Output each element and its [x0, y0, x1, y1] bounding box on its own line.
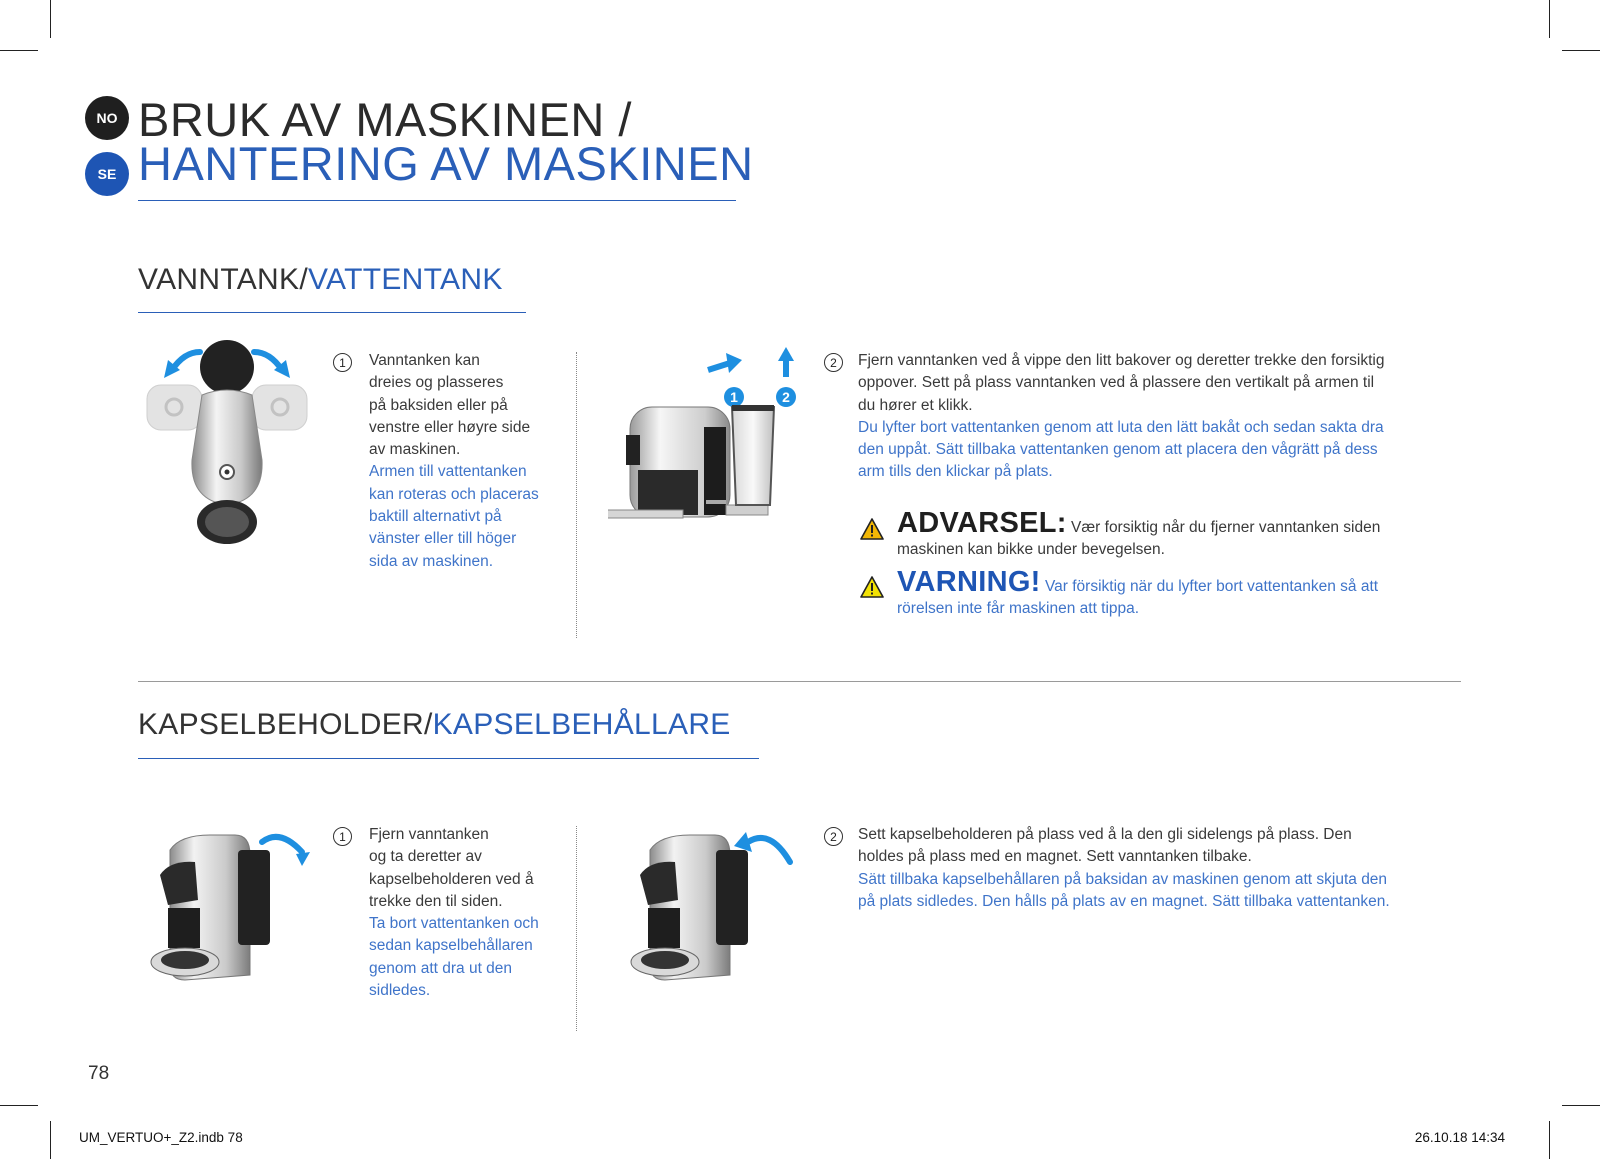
section-title-no: VANNTANK	[138, 263, 300, 296]
text-line-se: sidledes.	[369, 982, 431, 1000]
text-line-se: sedan kapselbehållaren	[369, 937, 533, 955]
text-line-se: kan roteras och placeras	[369, 485, 539, 503]
text-line-se: den uppåt. Sätt tillbaka vattentanken genom att placera den vågrätt på dess	[858, 441, 1378, 459]
crop-mark	[1549, 1121, 1550, 1159]
title-underline	[138, 200, 736, 201]
text-line-se: Du lyfter bort vattentanken genom att luta den lätt bakåt och sedan sakta dra	[858, 418, 1384, 436]
page-number: 78	[88, 1063, 110, 1084]
text-line-no: dreies og plasseres	[369, 374, 504, 392]
warning-text-no: Vær forsiktig når du fjerner vanntanken siden	[1071, 519, 1381, 536]
text-line-se: sida av maskinen.	[369, 552, 494, 570]
section-title-vanntank	[138, 265, 503, 295]
text-line-se: Sätt tillbaka kapselbehållaren på baksidan av maskinen genom att skjuta den	[858, 870, 1388, 888]
language-badge-no: NO	[85, 96, 129, 140]
text-line-no: kapselbeholderen ved å	[369, 870, 534, 888]
crop-mark	[0, 50, 38, 51]
section-title-no: KAPSELBEHOLDER	[138, 708, 424, 741]
column-divider	[576, 352, 577, 638]
arrow-step-label: 1	[730, 389, 738, 405]
section-title-se: VATTENTANK	[307, 263, 503, 296]
text-line-no: Fjern vanntanken ved å vippe den litt bakover og deretter trekke den forsiktig	[858, 352, 1385, 369]
warning-triangle-icon	[860, 518, 884, 540]
text-line-no: Vanntanken kan	[369, 352, 480, 369]
warning-text-no: maskinen kan bikke under bevegelsen.	[897, 541, 1165, 559]
warning-label-se: VARNING!	[897, 566, 1041, 598]
text-line-se: baktill alternativt på	[369, 508, 502, 526]
warning-se	[897, 566, 1477, 621]
arrow-step-label: 2	[782, 389, 790, 405]
page-title-no: BRUK AV MASKINEN /	[138, 93, 632, 146]
text-line-se: vänster eller till höger	[369, 530, 517, 548]
text-line-no: og ta deretter av	[369, 848, 482, 866]
section-underline	[138, 758, 759, 759]
step-number-2: 2	[824, 827, 843, 846]
warning-triangle-icon	[860, 576, 884, 598]
text-line-no: Sett kapselbeholderen på plass ved å la den gli sidelengs på plass. Den	[858, 826, 1352, 843]
warning-text-se: rörelsen inte får maskinen att tippa.	[897, 600, 1140, 618]
text-line-no: trekke den til siden.	[369, 892, 503, 910]
column-divider	[576, 826, 577, 1031]
text-line-se: arm tills den klickar på plats.	[858, 463, 1053, 481]
crop-mark	[0, 1105, 38, 1106]
section-title-se: KAPSELBEHÅLLARE	[432, 708, 731, 741]
text-line-no: av maskinen.	[369, 441, 461, 459]
footer-file-info: UM_VERTUO+_Z2.indb 78	[79, 1130, 243, 1145]
step-number-1: 1	[333, 353, 352, 372]
step-number-1: 1	[333, 827, 352, 846]
text-line-no: Fjern vanntanken	[369, 826, 489, 843]
crop-mark	[50, 0, 51, 38]
water-tank-removal-illustration	[608, 345, 798, 535]
text-line-no: holdes på plass med en magnet. Sett vanntanken tilbake.	[858, 848, 1252, 866]
capsule-container-insert-illustration	[620, 830, 805, 990]
water-tank-rotation-illustration	[142, 340, 312, 560]
text-line-se: Armen till vattentanken	[369, 463, 527, 481]
warning-no	[897, 507, 1477, 562]
crop-mark	[50, 1121, 51, 1159]
text-line-no: på baksiden eller på	[369, 396, 508, 414]
section-title-separator: /	[423, 708, 433, 741]
text-line-se: genom att dra ut den	[369, 959, 513, 977]
capsule-step2-instructions	[858, 824, 1458, 913]
section-divider	[138, 681, 1461, 682]
crop-mark	[1562, 50, 1600, 51]
crop-mark	[1562, 1105, 1600, 1106]
text-line-no: venstre eller høyre side	[369, 418, 531, 436]
step-number-2: 2	[824, 353, 843, 372]
section-title-kapselbeholder	[138, 710, 731, 740]
footer-timestamp: 26.10.18 14:34	[1414, 1130, 1505, 1145]
capsule-container-removal-illustration	[140, 830, 325, 990]
warning-label-no: ADVARSEL:	[897, 507, 1067, 539]
language-badge-se: SE	[85, 152, 129, 196]
section-title-separator: /	[299, 263, 308, 296]
crop-mark	[1549, 0, 1550, 38]
text-line-no: oppover. Sett på plass vanntanken ved å plassere den vertikalt på armen til	[858, 374, 1375, 392]
warning-text-se: Var försiktig när du lyfter bort vattentanken så att	[1044, 578, 1379, 595]
step2-instructions	[858, 350, 1458, 484]
capsule-step1-instructions	[369, 824, 569, 1002]
page-title-se: HANTERING AV MASKINEN	[138, 137, 754, 190]
text-line-se: på plats sidledes. Den hålls på plats av en magnet. Sätt tillbaka vattentanken.	[858, 892, 1390, 910]
text-line-se: Ta bort vattentanken och	[369, 915, 539, 933]
step1-instructions	[369, 350, 569, 573]
text-line-no: du hører et klikk.	[858, 396, 973, 414]
section-underline	[138, 312, 526, 313]
